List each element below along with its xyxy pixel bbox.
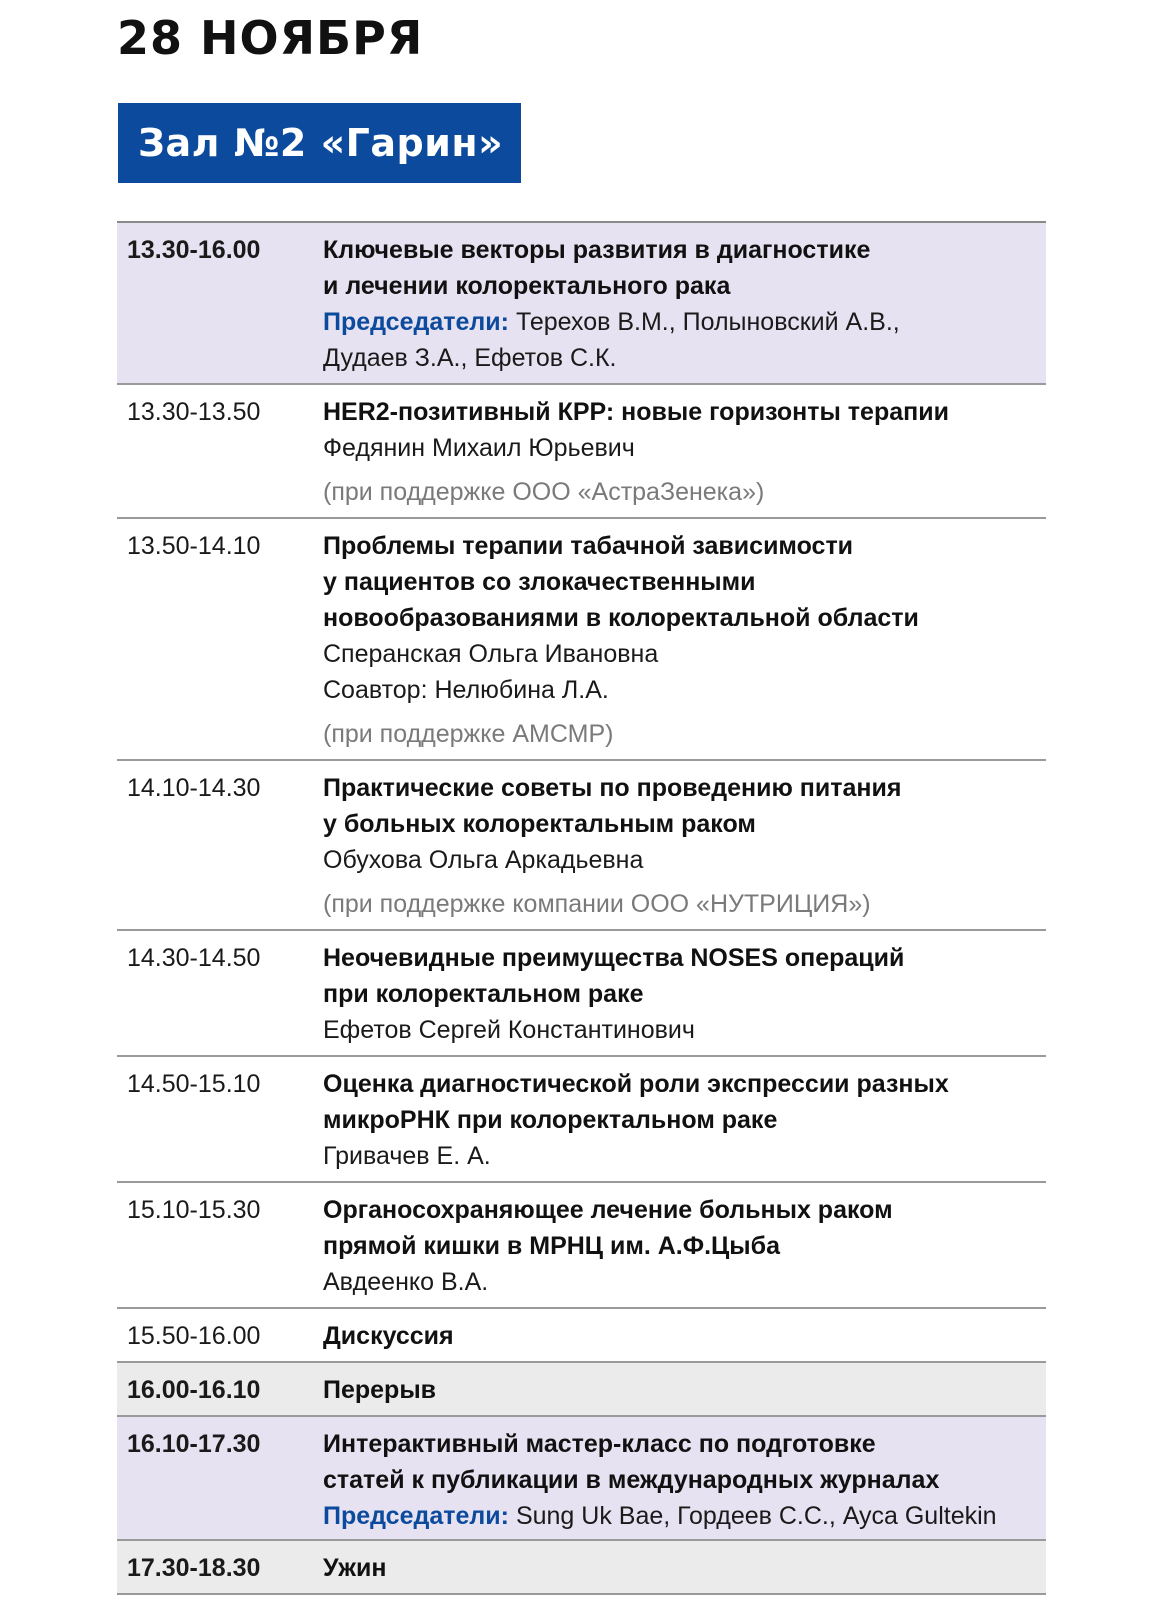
talk-time: 15.10-15.30	[127, 1196, 261, 1224]
schedule-row	[117, 931, 1046, 1057]
row-content	[323, 232, 1046, 383]
row-content	[323, 1550, 1046, 1593]
row-content	[323, 1318, 1046, 1361]
dinner-title: Ужин	[323, 1554, 387, 1582]
talk-title: Практические советы по проведению питания у больных колоректальным раком	[323, 774, 902, 838]
schedule-row	[117, 385, 1046, 519]
row-content	[323, 1372, 1046, 1415]
support-note: (при поддержке АМСМР)	[323, 720, 614, 748]
schedule-row	[117, 1183, 1046, 1309]
speaker-name: Федянин Михаил Юрьевич	[323, 434, 635, 462]
schedule-row-break	[117, 1363, 1046, 1417]
chairs-line	[323, 304, 1046, 340]
break-time: 16.00-16.10	[127, 1376, 261, 1404]
session-title: Ключевые векторы развития в диагностике и лечении колоректального рака	[323, 236, 871, 300]
talk-title: Неочевидные преимущества NOSES операций при колоректальном раке	[323, 944, 905, 1008]
row-content	[323, 940, 1046, 1055]
talk-time: 14.10-14.30	[127, 774, 261, 802]
coauthor-line: Соавтор: Нелюбина Л.А.	[323, 676, 609, 704]
session-time: 16.10-17.30	[127, 1430, 261, 1458]
dinner-time: 17.30-18.30	[127, 1554, 261, 1582]
talk-time: 14.30-14.50	[127, 944, 261, 972]
schedule-table	[117, 221, 1046, 1595]
speaker-name: Ефетов Сергей Константинович	[323, 1016, 695, 1044]
schedule-row	[117, 1309, 1046, 1363]
chairs-label: Председатели:	[323, 1502, 509, 1530]
talk-title: Оценка диагностической роли экспрессии разных микроРНК при колоректальном раке	[323, 1070, 949, 1134]
chairs-names-continued: Дудаев З.А., Ефетов С.К.	[323, 344, 617, 372]
row-content	[323, 1426, 1046, 1539]
hall-banner: Зал №2 «Гарин»	[118, 103, 521, 183]
talk-title: Органосохраняющее лечение больных раком прямой кишки в МРНЦ им. А.Ф.Цыба	[323, 1196, 893, 1260]
chairs-names: Sung Uk Bae, Гордеев С.С., Ayca Gultekin	[515, 1502, 997, 1530]
chairs-label: Председатели:	[323, 308, 509, 336]
page-date: 28 НОЯБРЯ	[117, 11, 424, 65]
schedule-row	[117, 761, 1046, 931]
schedule-row-break	[117, 1541, 1046, 1595]
row-content	[323, 770, 1046, 929]
support-note: (при поддержке компании ООО «НУТРИЦИЯ»)	[323, 890, 871, 918]
talk-time: 14.50-15.10	[127, 1070, 261, 1098]
talk-title: Проблемы терапии табачной зависимости у пациентов со злокачественными новообразованиями в колоректальной области	[323, 532, 919, 632]
chairs-names: Терехов В.М., Полыновский А.В.,	[515, 308, 900, 336]
talk-time: 13.50-14.10	[127, 532, 261, 560]
speaker-name: Гривачев Е. А.	[323, 1142, 491, 1170]
talk-title: HER2-позитивный КРР: новые горизонты терапии	[323, 398, 949, 426]
speaker-name: Обухова Ольга Аркадьевна	[323, 846, 644, 874]
speaker-name: Авдеенко В.А.	[323, 1268, 489, 1296]
chairs-line	[323, 1498, 1046, 1534]
session-title: Интерактивный мастер-класс по подготовке статей к публикации в международных журналах	[323, 1430, 940, 1494]
row-content	[323, 1066, 1046, 1181]
schedule-row-session	[117, 223, 1046, 385]
talk-time: 13.30-13.50	[127, 398, 261, 426]
break-title: Перерыв	[323, 1376, 437, 1404]
schedule-row	[117, 1057, 1046, 1183]
schedule-row-session	[117, 1417, 1046, 1541]
talk-time: 15.50-16.00	[127, 1322, 261, 1350]
support-note: (при поддержке ООО «АстраЗенека»)	[323, 478, 765, 506]
row-content	[323, 528, 1046, 759]
row-content	[323, 1192, 1046, 1307]
schedule-row	[117, 519, 1046, 761]
row-content	[323, 394, 1046, 517]
session-time: 13.30-16.00	[127, 236, 261, 264]
speaker-name: Сперанская Ольга Ивановна	[323, 640, 659, 668]
discussion-title: Дискуссия	[323, 1322, 454, 1350]
